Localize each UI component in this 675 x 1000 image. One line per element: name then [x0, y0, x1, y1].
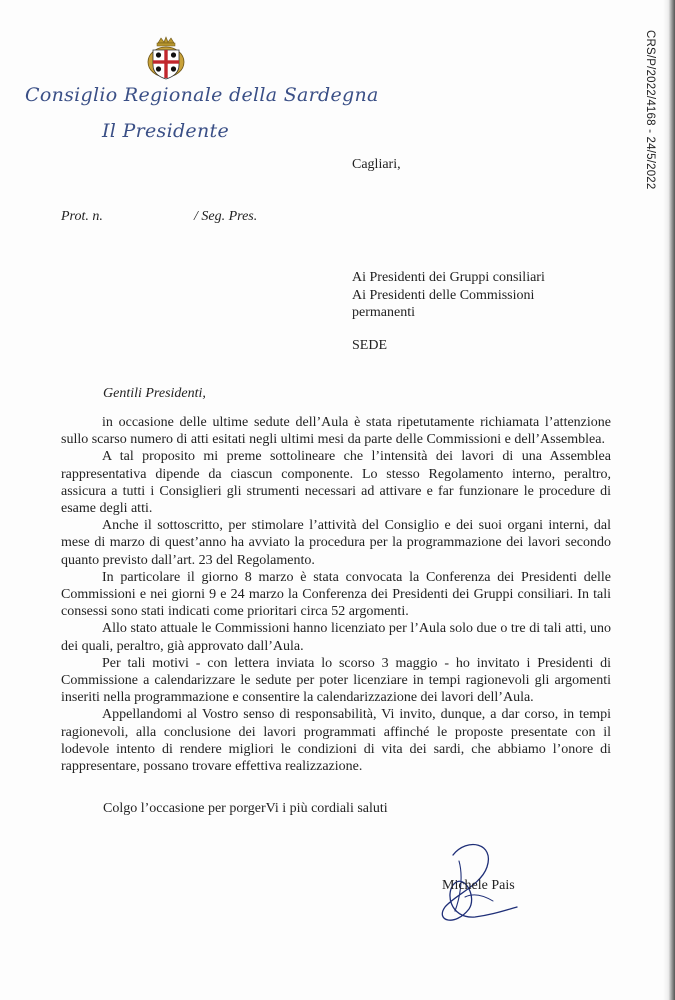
paragraph: Anche il sottoscritto, per stimolare l’attività del Consiglio e dei suoi organi interni, dal mese di marzo di quest’anno ha avviato la procedura per la programmazione dei lavori secondo quanto previsto dall’art. 23 del Regolamento. — [61, 518, 611, 568]
recipient-line: permanenti — [352, 305, 415, 320]
paragraph: A tal proposito mi preme sottolineare che l’intensità dei lavori di una Assemblea rappresentativa dipende da ciascun componente. Lo stesso Regolamento interno, peraltro, assicura a tutti i Consiglieri gli strumenti necessari ad attivare e far funzionare le procedure di esame degli atti. — [61, 449, 611, 517]
paragraph: Per tali motivi - con lettera inviata lo scorso 3 maggio - ho invitato i Presidenti di Commissione a calendarizzare le sedute per poter licenziare in tempi ragionevoli gli argomenti inseriti nella programmazione e consentire la calendarizzazione dei lavori dell’Aula. — [61, 655, 611, 706]
letter-body — [61, 414, 611, 775]
protocol-stamp: CRS/P/2022/4168 - 24/5/2022 — [644, 30, 656, 190]
paragraph: Appellandomi al Vostro senso di responsabilità, Vi invito, dunque, a dar corso, in tempi ragionevoli, alla conclusione dei lavori programmati affinché le proposte presentate con il lodevole intento di rendere migliori le condizioni di vita dei sardi, che abbiamo l’onore di rappresentare, possano trovare effettiva realizzazione. — [61, 707, 611, 775]
sede-label: SEDE — [352, 338, 387, 353]
protocol-label: Prot. n. — [61, 209, 103, 224]
closing-line: Colgo l’occasione per porgerVi i più cordiali saluti — [103, 801, 388, 816]
paragraph: In particolare il giorno 8 marzo è stata convocata la Conferenza dei Presidenti delle Commissioni e nei giorni 9 e 24 marzo la Conferenza dei Presidenti dei Gruppi consiliari. In tali consessi sono stati indicati come prioritari circa 52 argomenti. — [61, 569, 611, 620]
signer-name: Michele Pais — [442, 878, 515, 893]
recipient-line: Ai Presidenti dei Gruppi consiliari — [352, 270, 545, 285]
place-date: Cagliari, — [352, 157, 401, 172]
salutation: Gentili Presidenti, — [103, 386, 206, 401]
recipient-line: Ai Presidenti delle Commissioni — [352, 288, 535, 303]
institution-name: Consiglio Regionale della Sardegna — [25, 84, 379, 106]
paragraph: in occasione delle ultime sedute dell’Aula è stata ripetutamente richiamata l’attenzione sullo scarso numero di atti esitati negli ultimi mesi da parte delle Commissioni e dell’Assemblea. — [61, 415, 611, 448]
paragraph: Allo stato attuale le Commissioni hanno licenziato per l’Aula solo due o tre di tali atti, uno dei quali, peraltro, già approvato dall’Aula. — [61, 621, 611, 654]
sardinia-crest-icon — [146, 36, 186, 82]
institution-role: Il Presidente — [102, 120, 229, 142]
page-edge-shadow — [663, 0, 675, 1000]
secretariat-label: / Seg. Pres. — [194, 209, 258, 224]
